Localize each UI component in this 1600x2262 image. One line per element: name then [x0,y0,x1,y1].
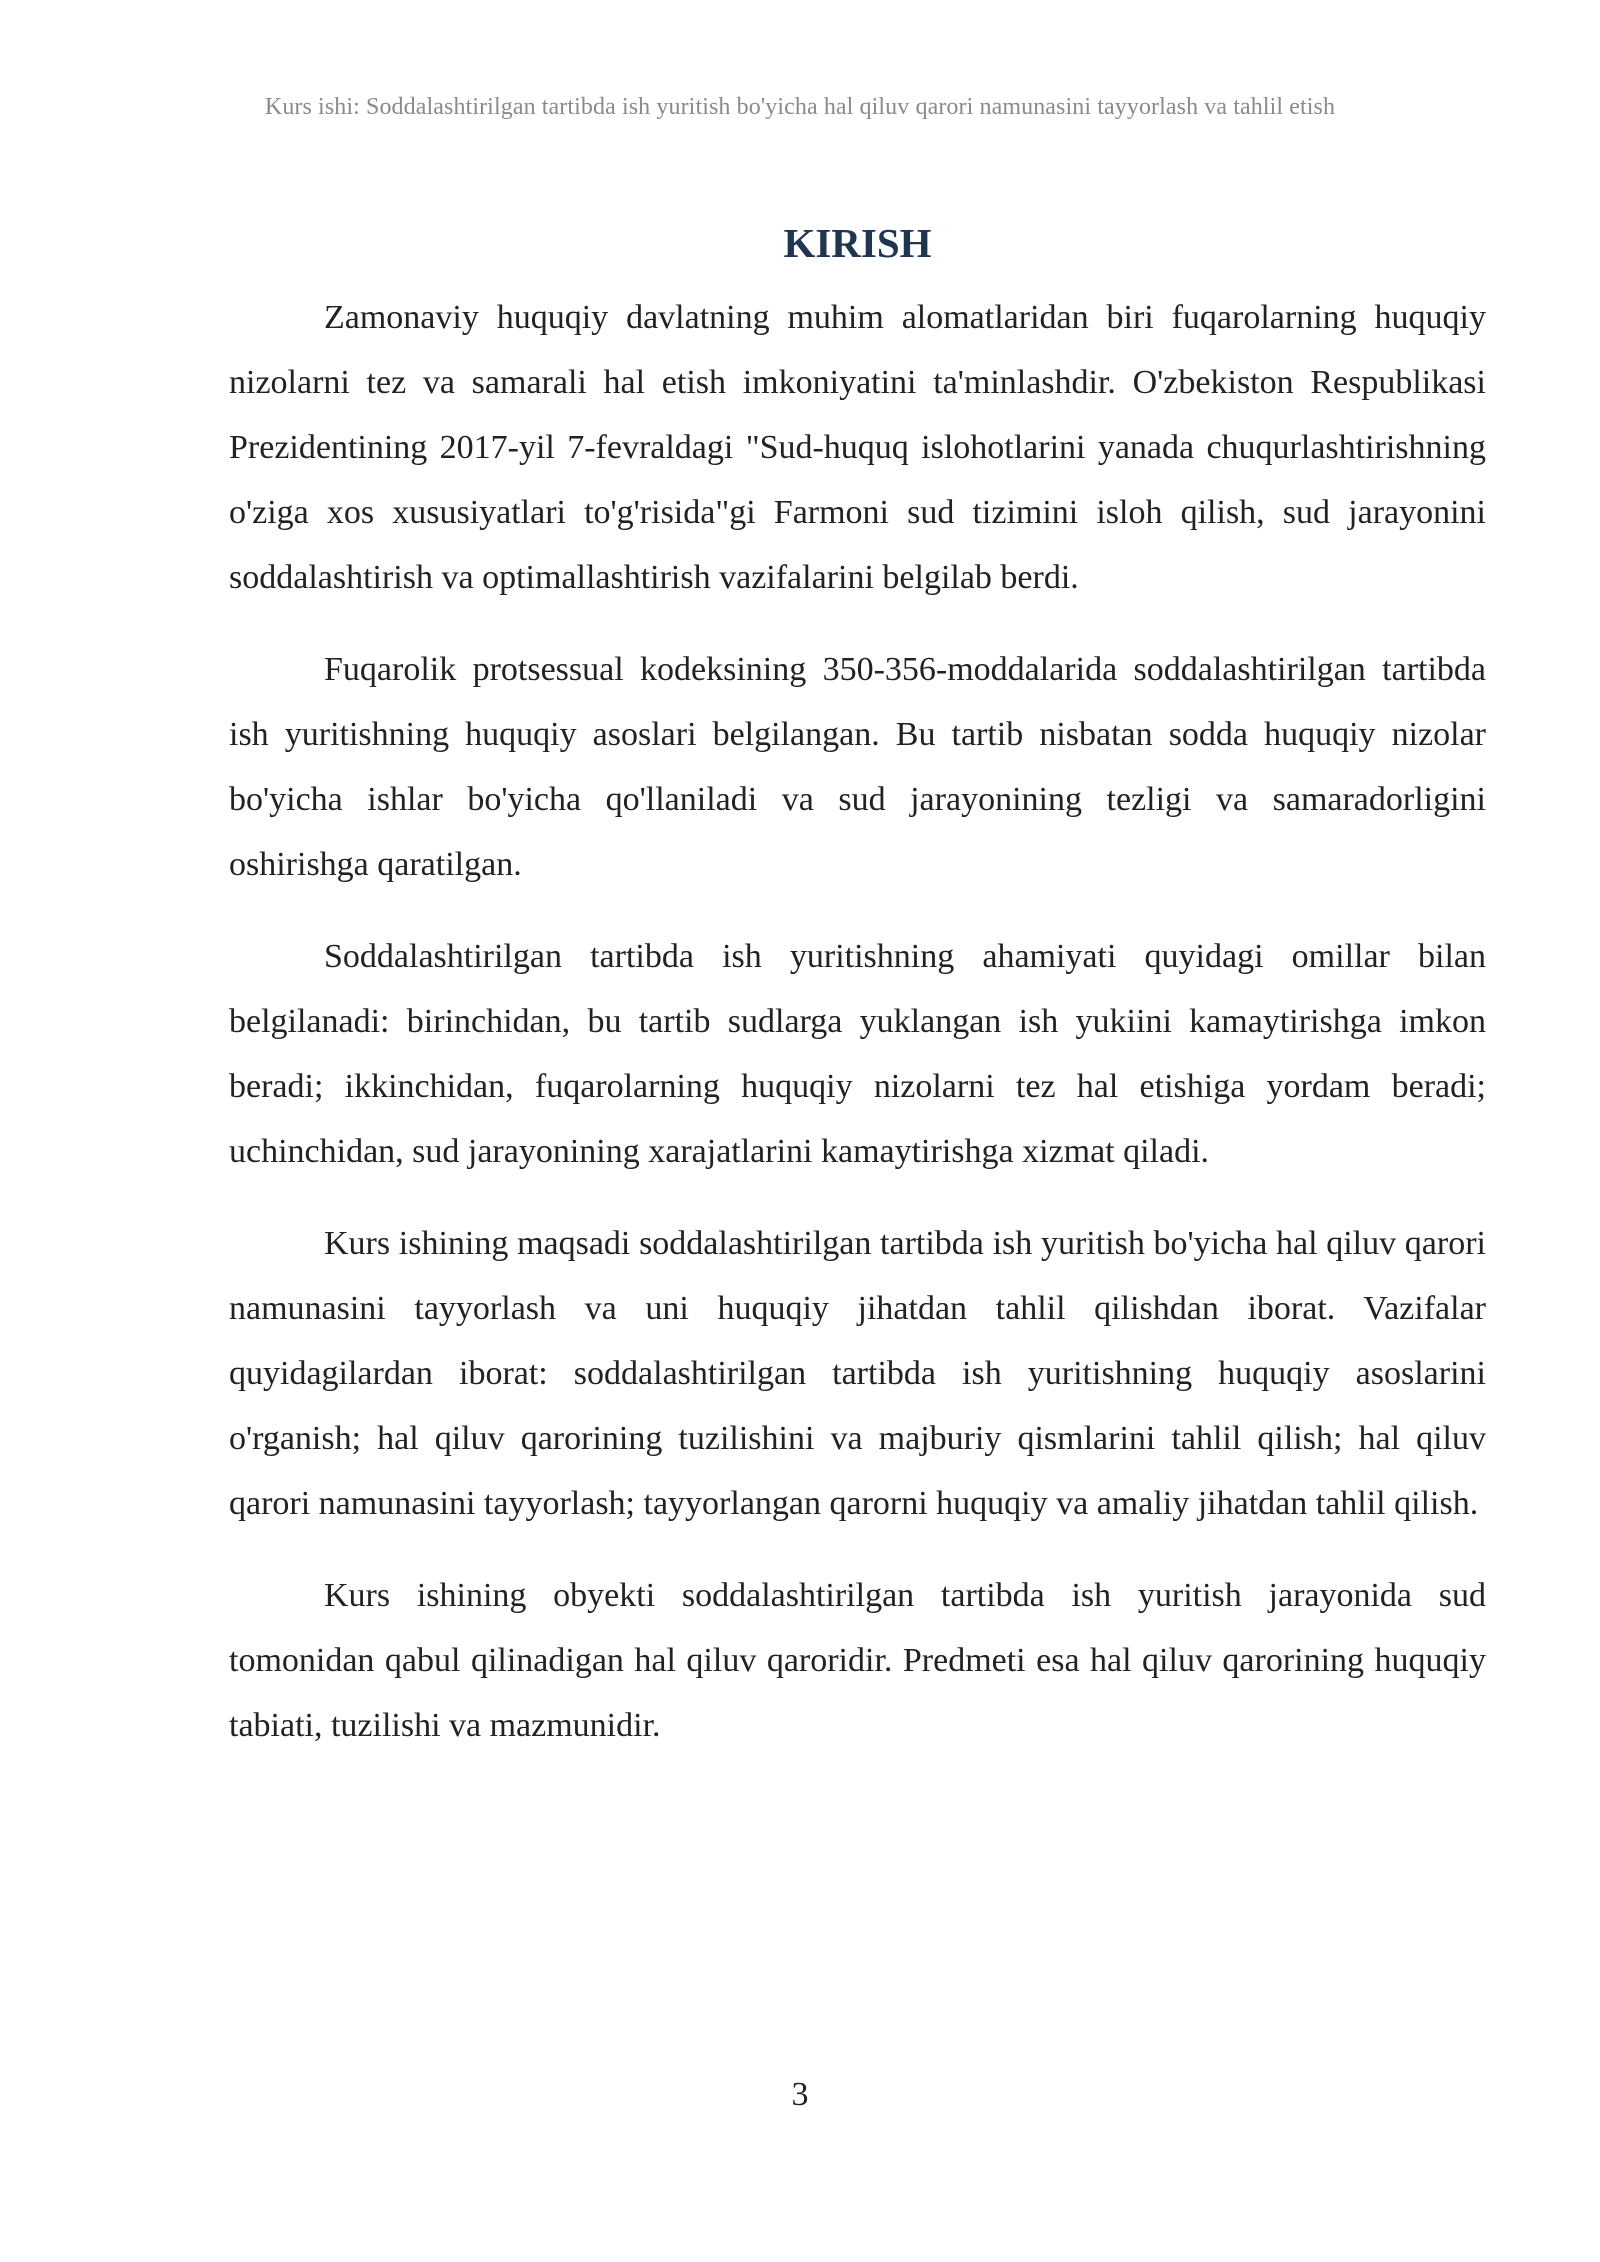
section-title: KIRISH [783,220,932,266]
page-content [229,213,1486,1785]
running-header: Kurs ishi: Soddalashtirilgan tartibda ish yuritish bo'yicha hal qiluv qarori namunasini tayyorlash va tahlil etish [264,94,1336,120]
paragraph-4: Kurs ishining maqsadi soddalashtirilgan tartibda ish yuritish bo'yicha hal qiluv qarori namunasini tayyorlash va uni huquqiy jihatdan tahlil qilishdan iborat. Vazifalar quyidagilardan iborat: soddalashtirilgan tartibda ish yuritishning huquqiy asoslarini o'rganish; hal qiluv qarorining tuzilishini va majburiy qismlarini tahlil qilish; hal qiluv qarori namunasini tayyorlash; tayyorlangan qarorni huquqiy va amaliy jihatdan tahlil qilish. [229,1225,1486,1522]
paragraph-5: Kurs ishining obyekti soddalashtirilgan tartibda ish yuritish jarayonida sud tomonidan qabul qilinadigan hal qiluv qaroridir. Predmeti esa hal qiluv qarorining huquqiy tabiati, tuzilishi va mazmunidir. [229,1577,1486,1744]
paragraph-1: Zamonaviy huquqiy davlatning muhim alomatlaridan biri fuqarolarning huquqiy nizolarni tez va samarali hal etish imkoniyatini ta'minlashdir. O'zbekiston Respublikasi Prezidentining 2017-yil 7-fevraldagi "Sud-huquq islohotlarini yanada chuqurlashtirishning o'ziga xos xususiyatlari to'g'risida"gi Farmoni sud tizimini isloh qilish, sud jarayonini soddalashtirish va optimallashtirish vazifalarini belgilab berdi. [229,299,1486,596]
page-number: 3 [791,2076,809,2113]
paragraph-3: Soddalashtirilgan tartibda ish yuritishning ahamiyati quyidagi omillar bilan belgilanadi: birinchidan, bu tartib sudlarga yuklangan ish yukiini kamaytirishga imkon beradi; ikkinchidan, fuqarolarning huquqiy nizolarni tez hal etishiga yordam beradi; uchinchidan, sud jarayonining xarajatlarini kamaytirishga xizmat qiladi. [229,938,1486,1170]
paragraph-2: Fuqarolik protsessual kodeksining 350-356-moddalarida soddalashtirilgan tartibda ish yuritishning huquqiy asoslari belgilangan. Bu tartib nisbatan sodda huquqiy nizolar bo'yicha ishlar bo'yicha qo'llaniladi va sud jarayonining tezligi va samaradorligini oshirishga qaratilgan. [229,651,1486,883]
